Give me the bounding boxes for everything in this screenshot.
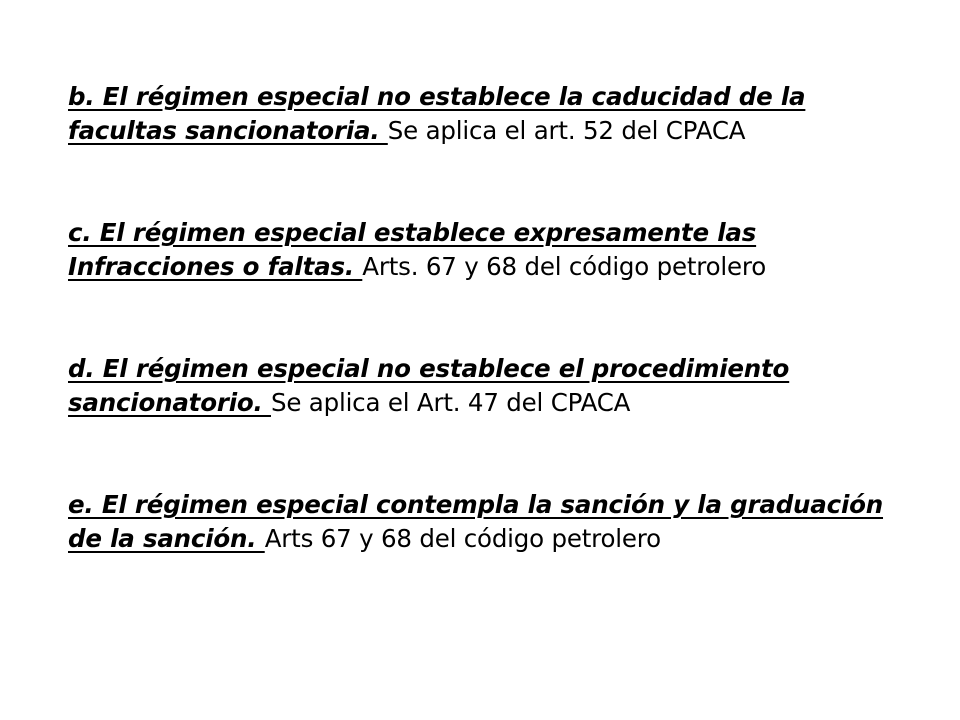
item-list <box>68 80 898 556</box>
item-heading: e. El régimen especial contempla la sanción y la graduación de la sanción. <box>68 490 884 553</box>
list-item <box>68 216 898 284</box>
item-heading: c. El régimen especial establece expresamente las Infracciones o faltas. <box>68 218 757 281</box>
item-heading: d. El régimen especial no establece el procedimiento sancionatorio. <box>68 354 790 417</box>
list-item <box>68 488 898 556</box>
list-item <box>68 352 898 420</box>
item-reference: Se aplica el art. 52 del CPACA <box>387 116 746 145</box>
item-reference: Arts. 67 y 68 del código petrolero <box>362 252 767 281</box>
item-reference: Se aplica el Art. 47 del CPACA <box>270 388 631 417</box>
list-item <box>68 80 898 148</box>
item-reference: Arts 67 y 68 del código petrolero <box>264 524 661 553</box>
item-heading: b. El régimen especial no establece la caducidad de la facultas sancionatoria. <box>68 82 806 145</box>
